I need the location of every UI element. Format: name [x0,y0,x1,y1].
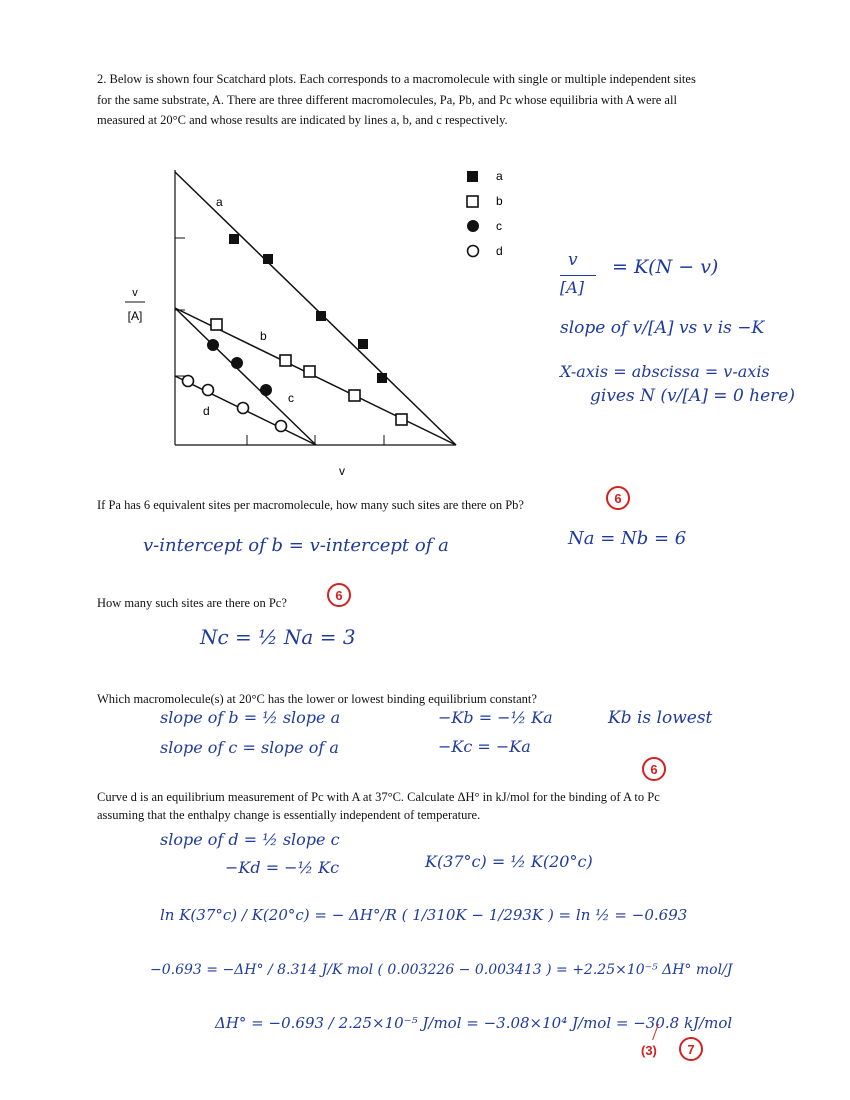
point-c [207,339,219,351]
point-a [263,254,273,264]
line-a [175,172,456,445]
question-3-score: 6 [642,757,666,781]
point-a [377,373,387,383]
point-a [229,234,239,244]
point-a [358,339,368,349]
chart-legend [460,165,520,265]
question-4-work-4: −0.693 = −ΔH° / 8.314 J/K mol ( 0.003226 − 0.003413 ) = +2.25×10⁻⁵ ΔH° mol/J [150,962,733,978]
question-4-work-3: ln K(37°c) / K(20°c) = − ΔH°/R ( 1/310K − 1/293K ) = ln ½ = −0.693 [160,906,688,924]
legend-label-d: d [496,244,503,258]
question-4-score: 7 [679,1037,703,1061]
note-gives: gives N (v/[A] = 0 here) [590,386,795,406]
question-4-work-1: slope of d = ½ slope c [160,830,340,849]
question-1-answer-left: v-intercept of b = v-intercept of a [143,535,449,556]
note-eq-bar [560,275,596,276]
legend-marker-c [467,220,479,232]
legend-marker-b [467,196,478,207]
question-3-line1-right: Kb is lowest [608,708,713,728]
note-eq-denominator: [A] [560,278,585,297]
problem-intro-line1: 2. Below is shown four Scatchard plots. Each corresponds to a macromolecule with single or multiple independent sites [97,72,696,86]
question-3-line2-left: slope of c = slope of a [160,738,339,757]
legend-marker-a [467,171,478,182]
legend-marker-d [468,246,479,257]
question-3-line1-mid: −Kb = −½ Ka [438,708,553,727]
legend-label-a: a [496,169,503,183]
scatchard-chart [100,150,480,490]
question-3-line2-mid: −Kc = −Ka [438,737,531,756]
point-b [349,390,360,401]
point-c [231,357,243,369]
legend-label-c: c [496,219,502,233]
question-4-text-line1: Curve d is an equilibrium measurement of Pc with A at 37°C. Calculate ΔH° in kJ/mol for the binding of A to Pc [97,790,660,804]
point-c [260,384,272,396]
question-3-line1-left: slope of b = ½ slope a [160,708,341,727]
note-slope: slope of v/[A] vs v is −K [560,318,765,338]
line-label-c: c [288,391,294,405]
line-label-a: a [216,195,223,209]
x-label: v [339,464,345,478]
question-4-work-2b: K(37°c) = ½ K(20°c) [425,852,593,871]
question-1-answer-right: Na = Nb = 6 [568,528,687,549]
problem-intro-line2: for the same substrate, A. There are three different macromolecules, Pa, Pb, and Pc whose equilibria with A were all [97,93,677,107]
question-4-work-5: ΔH° = −0.693 / 2.25×10⁻⁵ J/mol = −3.08×10⁴ J/mol = −30.8 kJ/mol [215,1014,733,1032]
question-1-text: If Pa has 6 equivalent sites per macromolecule, how many such sites are there on Pb? [97,498,524,512]
point-b [211,319,222,330]
point-a [316,311,326,321]
question-2-text: How many such sites are there on Pc? [97,596,287,610]
question-3-text: Which macromolecule(s) at 20°C has the lower or lowest binding equilibrium constant? [97,692,537,706]
point-b [396,414,407,425]
legend-label-b: b [496,194,503,208]
point-d [238,403,249,414]
y-label-numerator: v [132,287,138,299]
question-4-partial-credit: (3) [641,1043,657,1058]
point-d [276,421,287,432]
note-eq-numerator: v [568,250,578,270]
question-4-text-line2: assuming that the enthalpy change is essentially independent of temperature. [97,808,481,822]
line-label-d: d [203,404,210,418]
question-4-work-2a: −Kd = −½ Kc [225,858,340,877]
point-b [280,355,291,366]
note-xaxis: X-axis = abscissa = v-axis [560,362,770,381]
question-1-score: 6 [606,486,630,510]
point-d [203,385,214,396]
point-b [304,366,315,377]
note-eq-rhs: = K(N − v) [612,256,719,278]
point-d [183,376,194,387]
y-label-denominator: [A] [127,309,143,323]
problem-intro-line3: measured at 20°C and whose results are indicated by lines a, b, and c respectively. [97,113,508,127]
line-label-b: b [260,329,267,343]
question-2-score: 6 [327,583,351,607]
question-2-answer: Nc = ½ Na = 3 [200,625,356,649]
line-c [175,308,316,445]
